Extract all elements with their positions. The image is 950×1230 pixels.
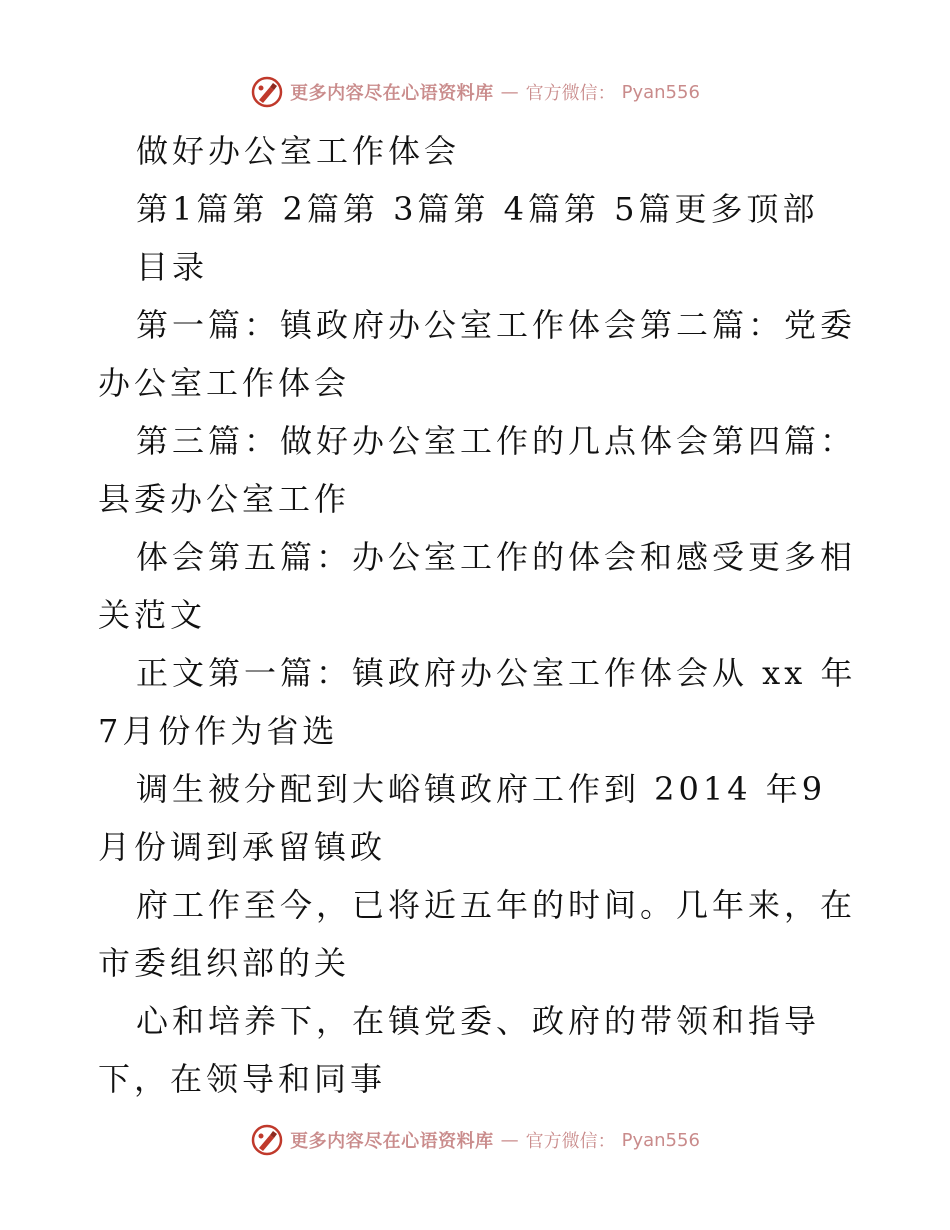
banner-wechat-id: Pyan556	[621, 1129, 700, 1151]
banner-dash: —	[500, 81, 519, 103]
doc-toc-heading: 目录	[136, 248, 209, 286]
banner-label: 官方微信：	[525, 1131, 616, 1152]
footer-watermark-banner	[0, 1120, 950, 1160]
doc-paragraph: 第三篇：做好办公室工作的几点体会第四篇：县委办公室工作	[98, 422, 857, 518]
banner-brand-text: 更多内容尽在心语资料库	[290, 83, 494, 104]
doc-title: 做好办公室工作体会	[136, 132, 461, 170]
doc-paragraph: 调生被分配到大峪镇政府工作到 2014 年9月份调到承留镇政	[98, 770, 827, 866]
banner-wechat-id: Pyan556	[621, 81, 700, 103]
pen-logo-icon	[250, 1123, 284, 1157]
doc-paragraph: 心和培养下，在镇党委、政府的带领和指导下，在领导和同事	[98, 1002, 821, 1098]
doc-paragraph: 体会第五篇：办公室工作的体会和感受更多相关范文	[98, 538, 857, 634]
banner-label: 官方微信：	[525, 83, 616, 104]
doc-paragraph: 第一篇：镇政府办公室工作体会第二篇：党委办公室工作体会	[98, 306, 857, 402]
banner-brand-text: 更多内容尽在心语资料库	[290, 1131, 494, 1152]
doc-paragraph: 府工作至今，已将近五年的时间。几年来，在市委组织部的关	[98, 886, 857, 982]
doc-paragraph: 正文第一篇：镇政府办公室工作体会从 xx 年7月份作为省选	[98, 654, 857, 750]
doc-chapter-nav: 第1篇第 2篇第 3篇第 4篇第 5篇更多顶部	[136, 190, 819, 228]
banner-dash: —	[500, 1129, 519, 1151]
pen-logo-icon	[250, 75, 284, 109]
document-body	[98, 122, 858, 1108]
header-watermark-banner	[0, 72, 950, 112]
